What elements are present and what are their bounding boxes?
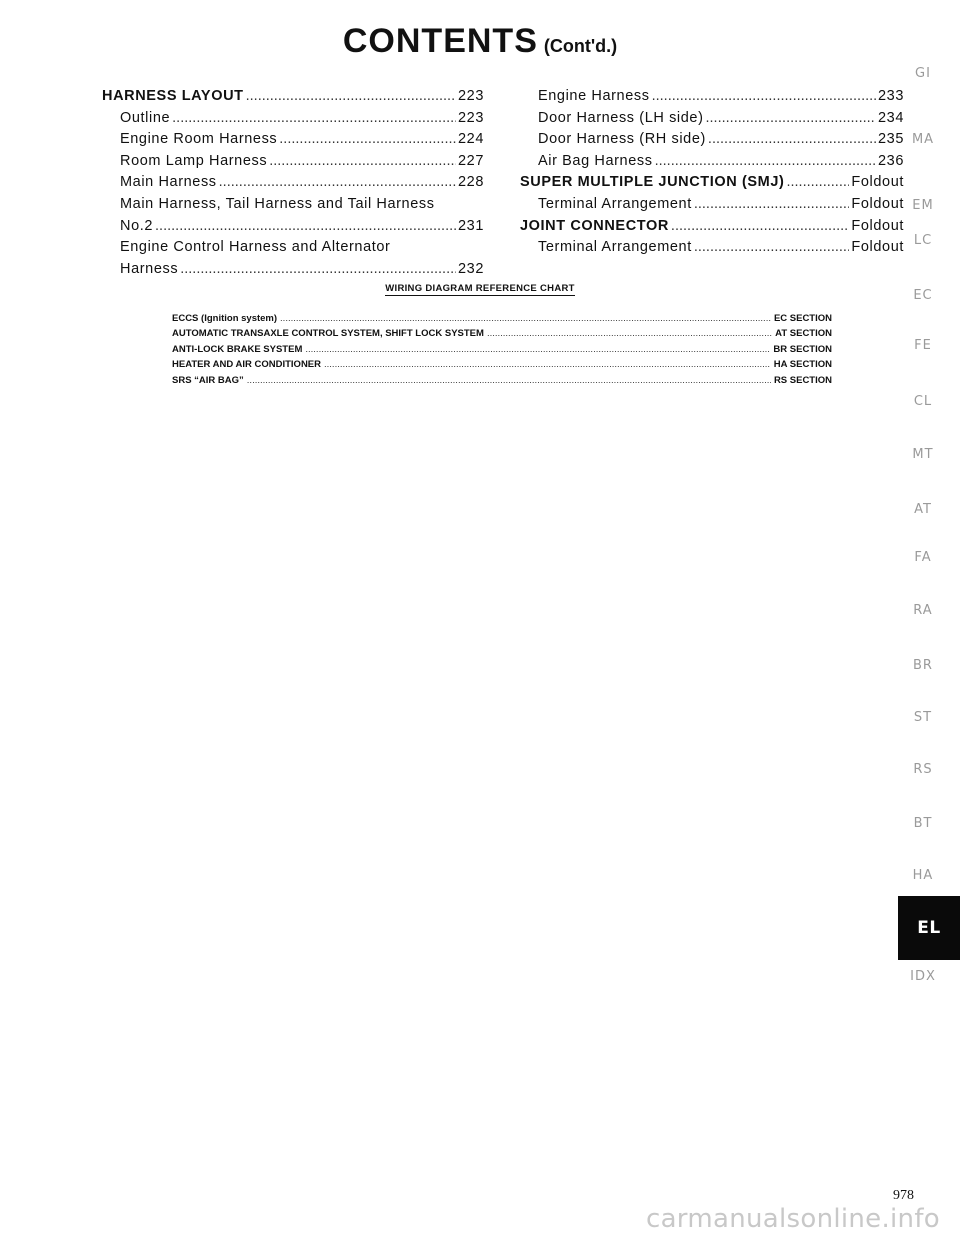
- toc-entry-label: Terminal Arrangement: [538, 239, 692, 256]
- toc-entry-page: 235: [878, 131, 904, 148]
- wiring-chart-section: EC SECTION: [773, 313, 832, 324]
- leader-dots: [652, 86, 876, 108]
- toc-entry[interactable]: [102, 86, 484, 108]
- toc-entry[interactable]: [520, 216, 904, 238]
- leader-dots: [655, 151, 876, 173]
- wiring-chart-label: SRS “AIR BAG”: [172, 374, 244, 386]
- leader-dots: [280, 311, 771, 326]
- toc-entry[interactable]: [520, 108, 904, 130]
- toc-entry-page: 224: [458, 131, 484, 148]
- leader-dots: [269, 151, 456, 173]
- leader-dots: [694, 237, 850, 259]
- toc-entry[interactable]: [520, 194, 904, 216]
- toc-entry[interactable]: [520, 129, 904, 151]
- wiring-chart-list: [172, 311, 832, 388]
- leader-dots: [324, 357, 771, 372]
- toc-entry-label-cont: Harness: [120, 260, 179, 277]
- watermark: carmanualsonline.info: [645, 1204, 940, 1234]
- toc-entry-label: Engine Harness: [538, 88, 650, 104]
- wiring-chart-label: ECCS (Ignition system): [172, 313, 278, 324]
- page-title: [0, 22, 960, 61]
- page-title-sub: (Cont'd.): [543, 36, 618, 56]
- toc-entry-label: Door Harness (RH side): [538, 131, 706, 148]
- toc-entry-label: Air Bag Harness: [538, 152, 653, 169]
- wiring-chart-section: HA SECTION: [773, 359, 832, 371]
- toc-entry-page: 228: [458, 174, 484, 191]
- toc-entry[interactable]: [520, 151, 904, 173]
- leader-dots: [219, 172, 456, 194]
- tab-bt[interactable]: BT: [913, 816, 933, 831]
- tab-em[interactable]: EM: [912, 198, 934, 213]
- tab-mt[interactable]: MT: [912, 447, 934, 462]
- wiring-chart-section: AT SECTION: [775, 328, 832, 340]
- toc-entry-label: Main Harness: [120, 174, 217, 191]
- toc-entry-page: 227: [458, 152, 484, 169]
- toc-entry-label: Terminal Arrangement: [538, 195, 692, 212]
- toc-entry[interactable]: [520, 86, 904, 108]
- leader-dots: [694, 194, 850, 216]
- toc-entry-page: 233: [878, 88, 904, 104]
- toc-entry[interactable]: [102, 172, 484, 194]
- tab-gi[interactable]: GI: [915, 66, 931, 81]
- tab-fe[interactable]: FE: [914, 338, 932, 353]
- wiring-chart-section: BR SECTION: [773, 343, 832, 355]
- tab-ma[interactable]: MA: [911, 132, 935, 147]
- tab-at[interactable]: AT: [914, 502, 932, 517]
- toc-entry-page: 231: [458, 217, 484, 234]
- wiring-chart-row[interactable]: [172, 357, 832, 372]
- tab-rs[interactable]: RS: [913, 762, 933, 777]
- toc-entry-label: Room Lamp Harness: [120, 152, 268, 169]
- wiring-chart-row[interactable]: [172, 311, 832, 326]
- tab-ra[interactable]: RA: [913, 603, 933, 618]
- toc-entry-page: 234: [878, 109, 904, 126]
- toc-entry-label-cont: No.2: [120, 217, 154, 234]
- toc-entry-label: Engine Room Harness: [120, 131, 278, 148]
- page-number: 978: [893, 1188, 914, 1203]
- leader-dots: [706, 108, 877, 130]
- wiring-chart-label: HEATER AND AIR CONDITIONER: [172, 359, 322, 371]
- wiring-chart-label: AUTOMATIC TRANSAXLE CONTROL SYSTEM, SHIFT LOCK SYSTEM: [172, 328, 484, 340]
- toc-entry-page: Foldout: [851, 195, 904, 212]
- toc-right-column: [520, 86, 904, 259]
- toc-entry-label: JOINT CONNECTOR: [520, 217, 669, 234]
- toc-entry-label: Outline: [120, 109, 171, 126]
- tab-ec[interactable]: EC: [913, 288, 933, 303]
- tab-el-active[interactable]: EL: [898, 896, 960, 960]
- wiring-chart-label: ANTI-LOCK BRAKE SYSTEM: [172, 343, 303, 355]
- wiring-chart-section: RS SECTION: [773, 374, 832, 386]
- toc-entry-page: Foldout: [851, 217, 904, 234]
- wiring-chart-title-text: WIRING DIAGRAM REFERENCE CHART: [385, 283, 575, 294]
- toc-entry-page: 236: [878, 152, 904, 169]
- toc-entry[interactable]: [102, 108, 484, 130]
- wiring-chart-title: [0, 283, 960, 294]
- toc-entry-page: 223: [458, 88, 484, 104]
- toc-entry-label: Engine Control Harness and Alternator: [120, 239, 391, 256]
- leader-dots: [246, 86, 456, 108]
- leader-dots: [247, 373, 771, 388]
- toc-entry[interactable]: [102, 151, 484, 173]
- toc-entry[interactable]: [102, 194, 484, 237]
- leader-dots: [180, 259, 456, 281]
- wiring-chart-row[interactable]: [172, 373, 832, 388]
- page-title-main: CONTENTS: [342, 22, 538, 60]
- tab-idx[interactable]: IDX: [910, 969, 936, 984]
- toc-left-column: [102, 86, 484, 280]
- tab-fa[interactable]: FA: [914, 550, 932, 565]
- leader-dots: [786, 172, 849, 194]
- toc-entry-page: 223: [458, 109, 484, 126]
- wiring-chart-row[interactable]: [172, 342, 832, 357]
- tab-st[interactable]: ST: [913, 710, 933, 725]
- toc-entry-label: Main Harness, Tail Harness and Tail Harness: [120, 195, 435, 212]
- toc-entry-label: HARNESS LAYOUT: [102, 88, 244, 104]
- toc-entry-page: Foldout: [851, 239, 904, 256]
- toc-entry[interactable]: [520, 237, 904, 259]
- leader-dots: [155, 216, 456, 238]
- toc-entry-label: Door Harness (LH side): [538, 109, 704, 126]
- toc-entry[interactable]: [102, 129, 484, 151]
- leader-dots: [172, 108, 456, 130]
- toc-entry-page: 232: [458, 260, 484, 277]
- tab-br[interactable]: BR: [913, 658, 933, 673]
- toc-entry[interactable]: [520, 172, 904, 194]
- wiring-chart-row[interactable]: [172, 326, 832, 341]
- leader-dots: [487, 326, 772, 341]
- tab-cl[interactable]: CL: [913, 394, 933, 409]
- tab-ha[interactable]: HA: [912, 868, 934, 883]
- leader-dots: [708, 129, 876, 151]
- toc-entry-page: Foldout: [851, 174, 904, 191]
- leader-dots: [279, 129, 456, 151]
- leader-dots: [305, 342, 770, 357]
- tab-lc[interactable]: LC: [913, 233, 933, 248]
- toc-entry-label: SUPER MULTIPLE JUNCTION (SMJ): [520, 174, 785, 191]
- leader-dots: [671, 216, 850, 238]
- toc-entry[interactable]: [102, 237, 484, 280]
